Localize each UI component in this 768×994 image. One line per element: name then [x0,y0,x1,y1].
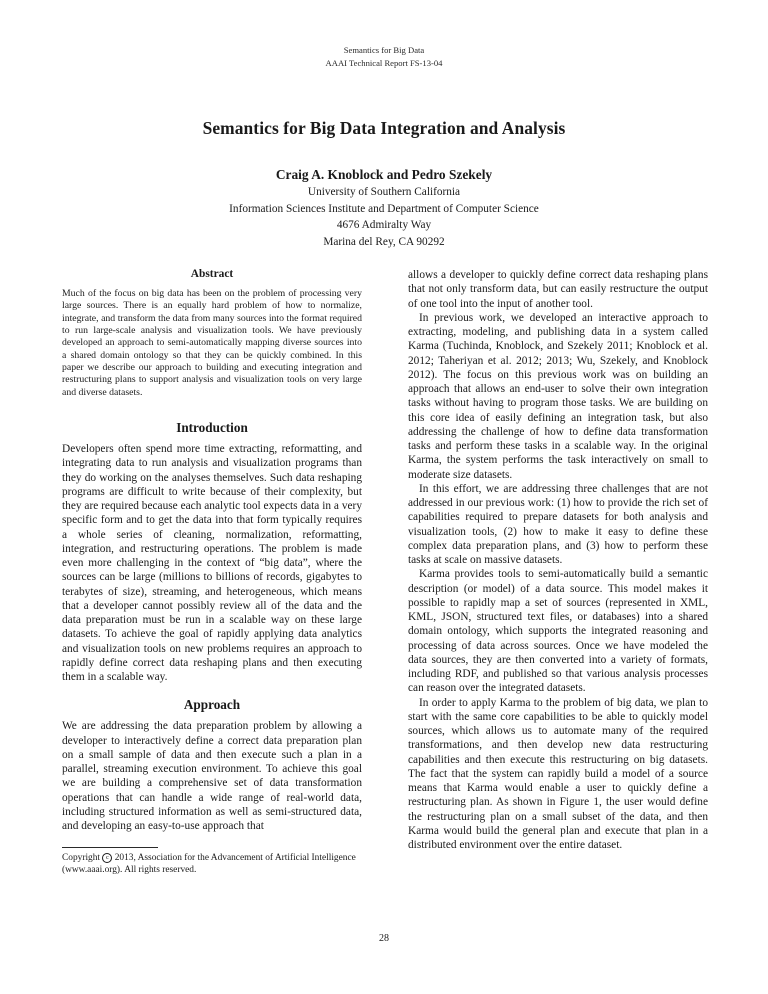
running-header [0,44,768,69]
approach-heading: Approach [183,697,241,713]
abstract-section [62,268,362,399]
affiliation-department: Information Sciences Institute and Department of Computer Science [229,202,539,215]
affiliation-city: Marina del Rey, CA 90292 [323,235,445,248]
affiliation-street: 4676 Admiralty Way [336,219,432,232]
approach-paragraph-3: In this effort, we are addressing three challenges that are not addressed in our previous work: (1) how to provide the rich set of capabilities required to prepare datasets for both analysis and visualization tools, (2) how to make it easy to define these complex data preparation plans, and (3) how to perform these tasks at scale on massive datasets. [408,482,708,566]
title-block [64,118,704,250]
approach-paragraph-4: Karma provides tools to semi-automatically build a semantic description (or model) of a data source. This model makes it possible to rapidly map a set of sources (represented in XML, KML, JSON, structured text files, or databases) into a shared domain ontology, which supports the integrated reasoning and processing of data across sources. Once we have modeled the data sources, they are then converted into a variety of formats, including RDF, and published so that various analysis processes can reason over the integrated datasets. [408,568,708,695]
page-title: Semantics for Big Data Integration and Analysis [202,118,566,138]
introduction-heading: Introduction [176,420,248,436]
abstract-body [62,288,362,399]
abstract-heading: Abstract [190,268,234,280]
right-column [408,268,708,852]
approach-paragraph-1: We are addressing the data preparation problem by allowing a developer to interactively define a correct data preparation plan on a small sample of data and then execute such a plan in a parallel, streaming execution environment. To achieve this goal we are building a comprehensive set of data transformation operations that can handle a wide range of real-world data, including structured information as well as semi-structured data, and developing an easy-to-use approach that [62,720,362,833]
copyright-prefix: Copyright [62,853,101,863]
left-column [62,268,362,833]
approach-paragraph-5: In order to apply Karma to the problem of big data, we plan to start with the same core capabilities to be able to quickly model sources, which allows us to automate many of the required transformations, and then develop new data restructuring capabilities and then execute this restructuring on big datasets. The fact that the system can rapidly build a model of a source means that Karma would enable a user to quickly define a restructuring plan. As shown in Figure 1, the user would define the restructuring plan on a small subset of the data, and then Karma would build the general plan and execute that plan in a distributed environment over the entire dataset. [408,696,708,851]
copyright-body: 2013, Association for the Advancement of Artificial Intelligence (www.aaai.org). All rights reserved. [62,853,356,876]
copyright-icon: c [102,853,112,863]
footnote-rule [62,847,158,848]
author-list: Craig A. Knoblock and Pedro Szekely [275,167,493,182]
body-columns [62,268,708,888]
introduction-section [62,420,362,684]
copyright-footnote [62,847,362,876]
introduction-paragraph-1: Developers often spend more time extracting, reformatting, and integrating data to run analysis and visualization programs than they do working on the analyses themselves. Such data reshaping programs are difficult to write because of their complexity, but they are required because each analytic tool expects data in a very specific form and to get the data into that form typically requires a whole series of cleaning, normalization, reformatting, integration, and restructuring operations. The problem is made even more challenging in the context of “big data”, where the sources can be large (millions to billions of records, gigabytes to terabytes of size), streaming, and heterogeneous, which means that a developer cannot possibly review all of the data and the data preparation must be run in a scalable way on these large datasets. To achieve the goal of rapidly applying data analytics and visualization tools on new problems requires an approach to rapidly define correct data reshaping plans and then executing them in a scalable way. [62,443,362,684]
approach-paragraph-2: In previous work, we developed an interactive approach to extracting, modeling, and publishing data in a system called Karma (Tuchinda, Knoblock, and Szekely 2011; Knoblock et al. 2012; Taheriyan et al. 2012; 2013; Wu, Szekely, and Knoblock 2012). The focus on this previous work was on building an approach that allows an end-user to solve their own integration tasks without having to program those tasks. We are building on this core idea of easily defining an integration task, but also addressing the challenge of how to define data transformation tasks and perform these tasks in a scalable way. In the original Karma, the system performs the task interactively on small to moderate size datasets. [408,311,708,481]
footnote-text [62,852,362,876]
technical-report-id: AAAI Technical Report FS-13-04 [325,57,443,68]
abstract-paragraph: Much of the focus on big data has been on the problem of processing very large sources. There is an equally hard problem of how to normalize, integrate, and transform the data from many sources into the format required to run large-scale analysis and visualization tools. We have previously developed an approach to semi-automatically mapping diverse sources into a shared domain ontology so that they can be quickly combined. In this paper we describe our approach to building and executing integration and restructuring plans to support analysis and visualization tools on very large and diverse datasets. [62,288,362,398]
spacer [62,684,362,697]
approach-section [62,697,362,833]
spacer [62,399,362,420]
venue-name: Semantics for Big Data [343,45,425,55]
page-number: 28 [379,933,389,944]
approach-paragraph-1-continued: allows a developer to quickly define correct data reshaping plans that not only transform data, but can easily restructure the output of one tool into the input of another tool. [408,269,708,310]
affiliation-university: University of Southern California [307,186,461,198]
